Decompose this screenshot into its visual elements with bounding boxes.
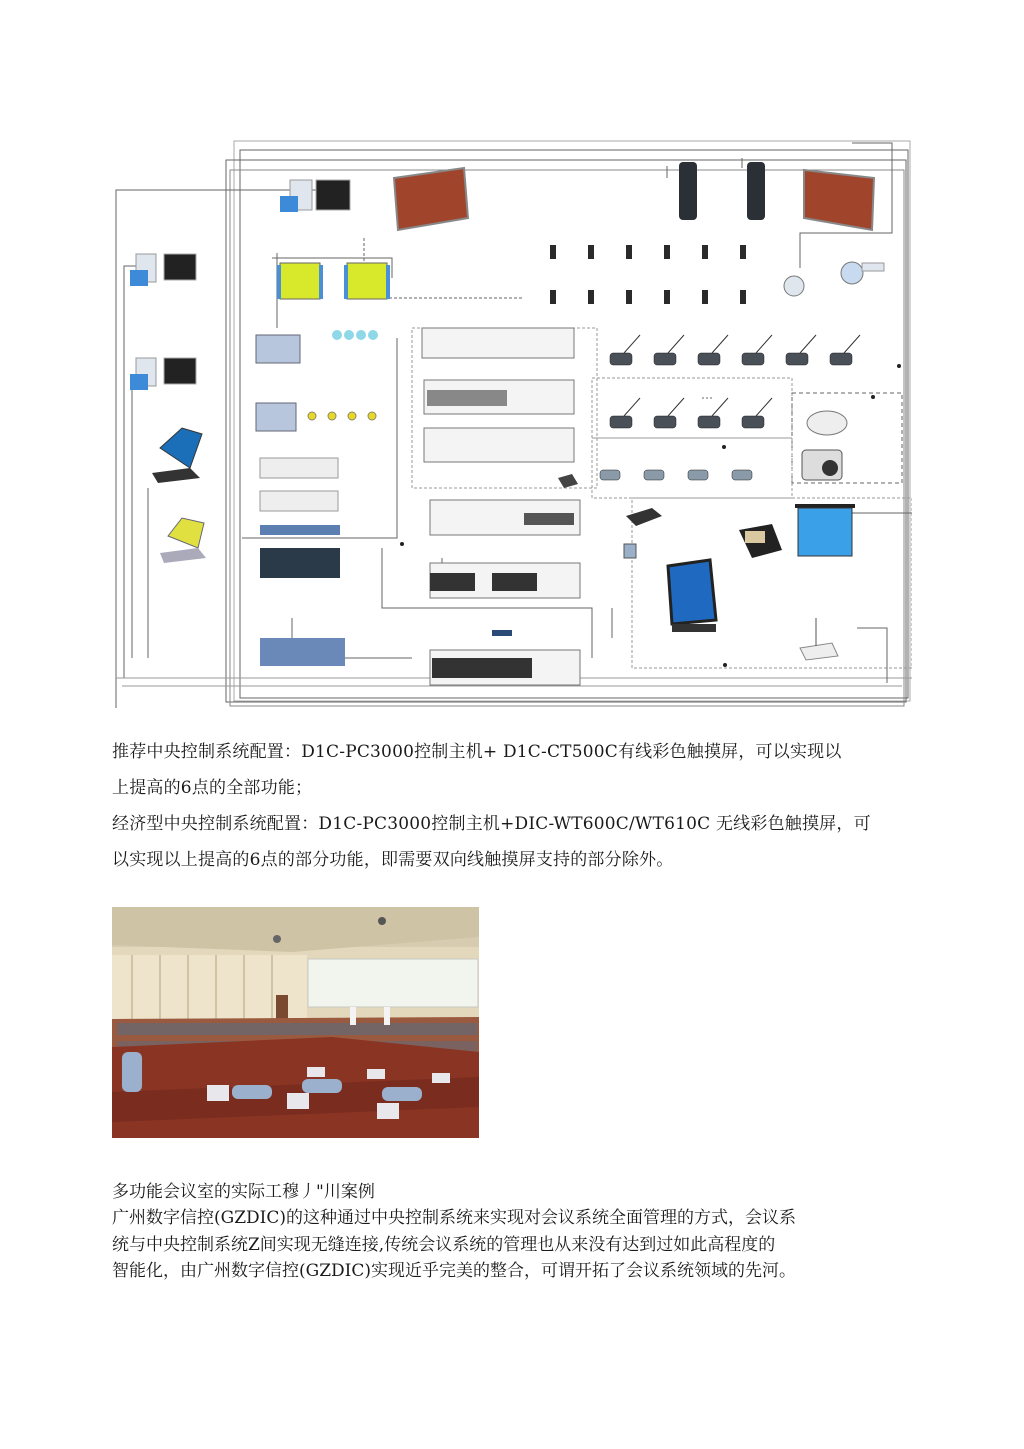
- pc-workstation-1: [130, 254, 196, 286]
- conference-room-photo: [112, 907, 479, 1138]
- economy-config-line-2: 以实现以上提高的6点的部分功能，即需要双向线触摸屏支持的部分除外。: [112, 850, 674, 870]
- case-study-line-1: 广州数字信控(GZDIC)的这种通过中央控制系统来实现对会议系统全面管理的方式，会议系: [112, 1208, 797, 1228]
- recommended-config-line-1: 推荐中央控制系统配置：D1C-PC3000控制主机+ D1C-CT500C有线彩色触摸屏，可以实现以: [112, 742, 842, 762]
- system-diagram: [112, 138, 912, 708]
- economy-config-line-1: 经济型中央控制系统配置：D1C-PC3000控制主机+DIC-WT600C/WT610C 无线彩色触摸屏，可: [112, 814, 871, 834]
- case-study-body: [112, 1205, 882, 1285]
- case-study-line-2: 统与中央控制系统Z间实现无缝连接,传统会议系统的管理也从来没有达到过如此高程度的: [112, 1234, 776, 1255]
- config-recommendation: [112, 734, 872, 878]
- pc-workstation-top: [280, 180, 350, 212]
- case-study-line-3: 智能化，由广州数字信控(GZDIC)实现近乎完美的整合，可谓开拓了会议系统领域的先河。: [112, 1261, 797, 1281]
- recommended-config-line-2: 上提高的6点的全部功能；: [112, 778, 313, 798]
- case-study-caption: 多功能会议室的实际工穆丿"川案例: [112, 1182, 375, 1202]
- pc-workstation-2: [130, 358, 196, 390]
